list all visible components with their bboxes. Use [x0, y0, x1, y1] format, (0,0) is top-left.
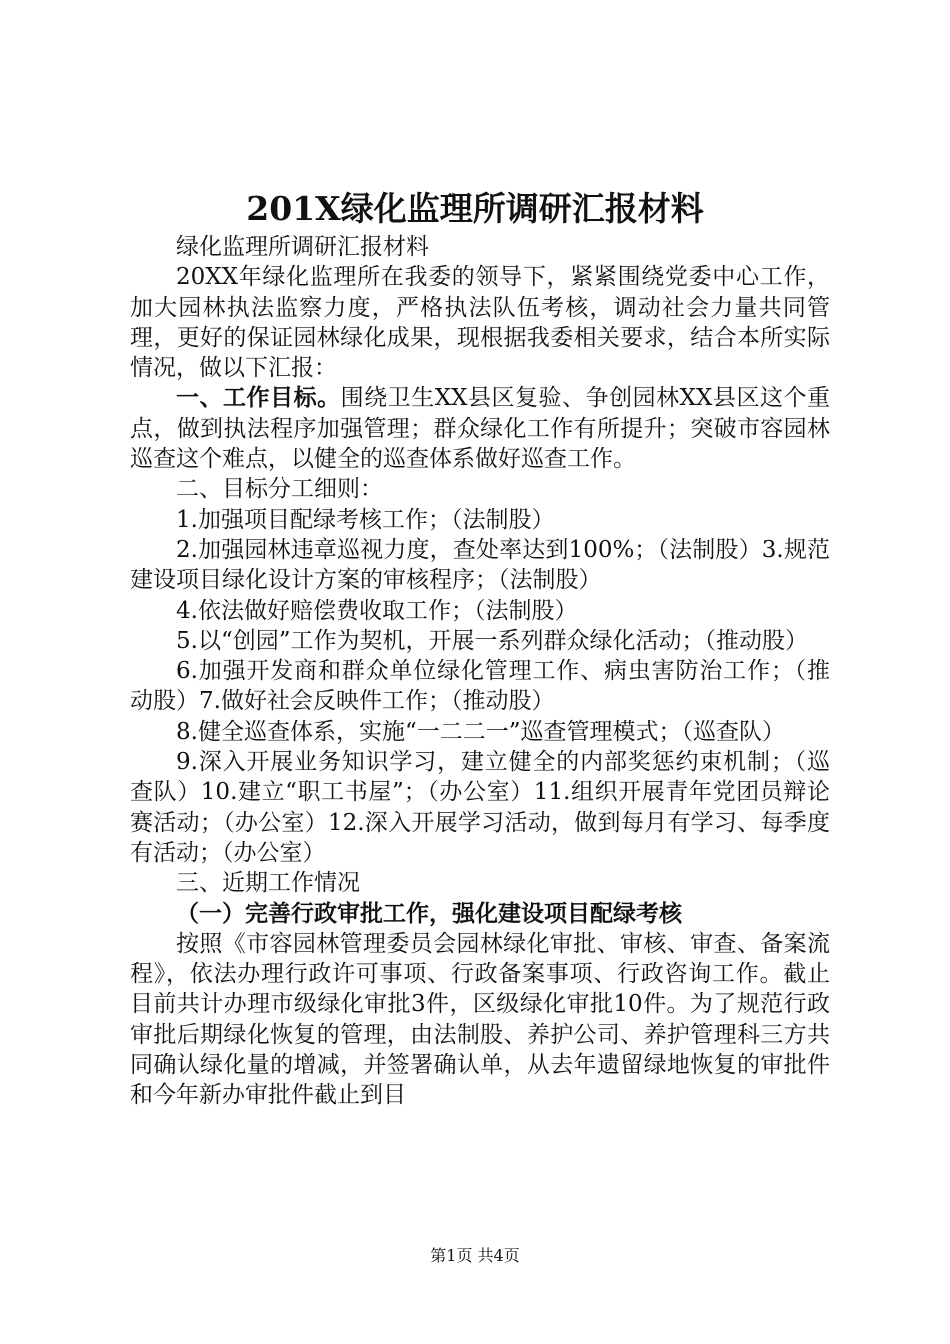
list-item: 1.加强项目配绿考核工作；（法制股） — [176, 506, 555, 533]
page-footer: 第1页 共4页 — [430, 1246, 520, 1265]
section-heading-work-goal: 一、工作目标。 — [176, 385, 341, 412]
list-item: 2.加强园林违章巡视力度，查处率达到100%；（法制股）3.规范建设项目绿化设计方案的审核程序；（法制股） — [130, 536, 830, 594]
document-body — [130, 232, 830, 1111]
paragraph-intro: 20XX年绿化监理所在我委的领导下，紧紧围绕党委中心工作，加大园林执法监察力度，严格执法队伍考核，调动社会力量共同管理，更好的保证园林绿化成果，现根据我委相关要求，结合本所实际情况，做以下汇报： — [130, 264, 830, 382]
list-item: 4.依法做好赔偿费收取工作；（法制股） — [176, 597, 578, 624]
section-heading-recent-work: 三、近期工作情况 — [176, 870, 360, 897]
paragraph-approval: 按照《市容园林管理委员会园林绿化审批、审核、审查、备案流程》，依法办理行政许可事项、行政备案事项、行政咨询工作。截止目前共计办理市级绿化审批3件，区级绿化审批10件。为了规范行政审批后期绿化恢复的管理，由法制股、养护公司、养护管理科三方共同确认绿化量的增减，并签署确认单，从去年遗留绿地恢复的审批件和今年新办审批件截止到目 — [130, 930, 830, 1109]
work-goal-text: 围绕卫生XX县区复验、争创园林XX县区这个重点，做到执法程序加强管理；群众绿化工作有所提升；突破市容园林巡查这个难点，以健全的巡查体系做好巡查工作。 — [130, 385, 831, 473]
list-item: 9.深入开展业务知识学习，建立健全的内部奖惩约束机制；（巡查队）10.建立“职工书屋”；（办公室）11.组织开展青年党团员辩论赛活动；（办公室）12.深入开展学习活动，做到每月有学习、每季度有活动；（办公室） — [130, 749, 830, 866]
list-item: 5.以“创园”工作为契机，开展一系列群众绿化活动；（推动股） — [176, 627, 808, 654]
paragraph-subtitle: 绿化监理所调研汇报材料 — [176, 234, 429, 260]
list-item: 6.加强开发商和群众单位绿化管理工作、病虫害防治工作；（推动股）7.做好社会反映件工作；（推动股） — [130, 658, 830, 715]
section-heading-division: 二、目标分工细则： — [176, 476, 383, 503]
document-title: 201X绿化监理所调研汇报材料 — [246, 189, 704, 228]
paragraph-work-goal — [130, 383, 830, 474]
list-item: 8.健全巡查体系，实施“一二二一”巡查管理模式；（巡查队） — [176, 718, 785, 745]
subsection-heading-approval: （一）完善行政审批工作，强化建设项目配绿考核 — [176, 900, 682, 927]
